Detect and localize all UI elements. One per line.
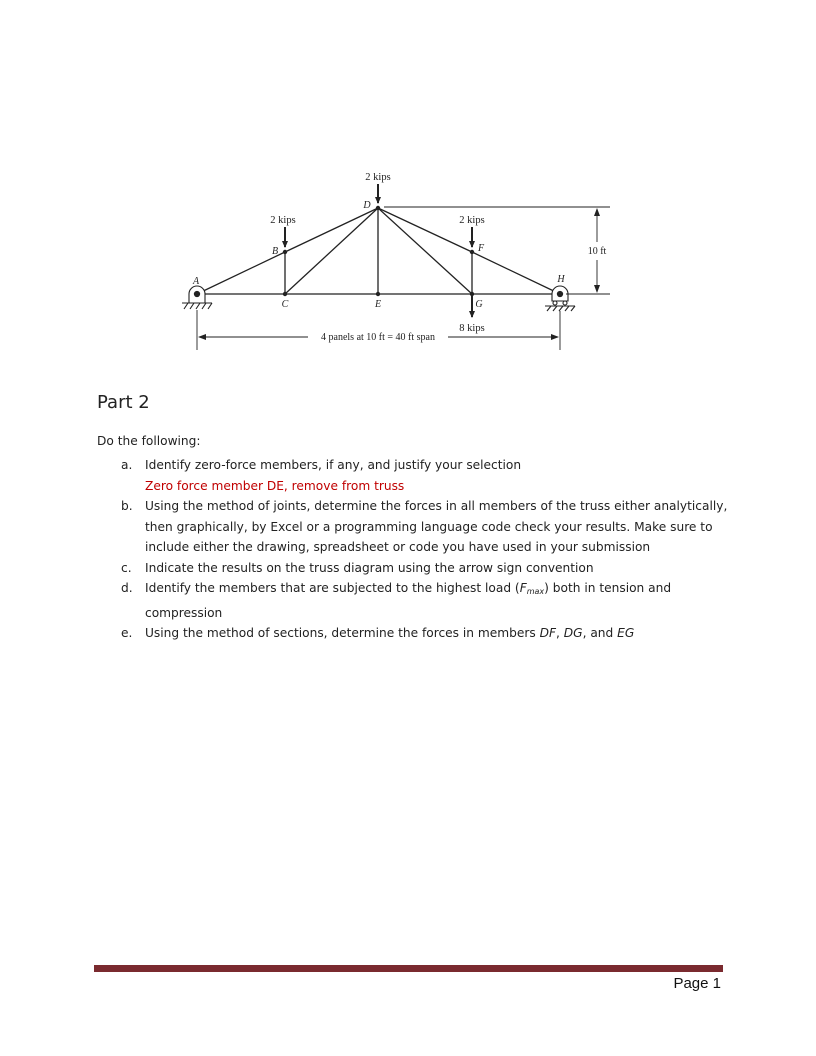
footer-rule (94, 965, 723, 972)
load-label-top: 2 kips (365, 172, 391, 183)
member-BD (285, 208, 378, 252)
joint-label-B: B (271, 246, 279, 257)
joint-label-A: A (192, 276, 200, 287)
joint-C (283, 292, 287, 296)
task-text: Using the method of joints, determine the forces in all members of the truss either analytically, then graphically, by Excel or a programming language code check your results. Make sure to include either the drawing, spreadsheet or code you have used in your submission (145, 499, 728, 554)
joint-label-D: D (363, 200, 371, 211)
fmax-subscript: max (526, 587, 545, 596)
joint-D (376, 206, 380, 210)
member-eg: EG (617, 626, 635, 640)
task-list (97, 455, 737, 644)
task-text: Indicate the results on the truss diagram using the arrow sign convention (145, 560, 594, 575)
joint-label-G: G (475, 299, 483, 310)
member-df: DF (539, 626, 556, 640)
member-AB (197, 252, 285, 294)
span-dimension (197, 310, 560, 350)
fmax-symbol (520, 581, 544, 595)
task-item-b (97, 496, 737, 558)
member-FH (472, 252, 560, 294)
separator: , (555, 626, 564, 640)
roller-support-right-icon (545, 286, 575, 311)
span-label: 4 panels at 10 ft = 40 ft span (321, 332, 435, 343)
joint-G (470, 292, 474, 296)
load-label-bottom: 8 kips (459, 323, 485, 334)
separator: , and (582, 626, 618, 640)
member-dg: DG (563, 626, 583, 640)
answer-note-text: Zero force member DE, remove from truss (145, 478, 405, 493)
part-heading: Part 2 (97, 392, 150, 413)
joint-label-F: F (478, 243, 485, 254)
page-number: Page 1 (673, 975, 721, 992)
task-text: Using the method of sections, determine the forces in members (145, 626, 540, 640)
joint-E (376, 292, 380, 296)
task-item-a (97, 455, 737, 476)
member-DG (378, 208, 472, 294)
load-label-left: 2 kips (270, 215, 296, 226)
task-marker: a. (121, 458, 133, 472)
task-item-c (97, 558, 737, 579)
task-item-e (97, 623, 737, 644)
joint-F (470, 250, 474, 254)
task-marker: b. (121, 499, 133, 513)
joint-label-E: E (374, 299, 382, 310)
member-CD (285, 208, 378, 294)
fmax-f: F (519, 581, 527, 595)
intro-text: Do the following: (97, 434, 201, 448)
task-text-end: ) both in tension and compression (145, 581, 672, 620)
truss-figure (0, 0, 816, 380)
joint-label-C: C (281, 299, 289, 310)
height-dimension (384, 207, 610, 294)
task-text: Identify the members that are subjected to the highest load ( (145, 581, 520, 595)
joint-B (283, 250, 287, 254)
load-label-right: 2 kips (459, 215, 485, 226)
task-marker: d. (121, 581, 133, 595)
task-item-d (97, 578, 737, 623)
joint-label-H: H (557, 274, 565, 285)
height-label: 10 ft (587, 246, 607, 257)
task-marker: c. (121, 560, 132, 575)
task-marker: e. (121, 626, 133, 640)
task-text: Identify zero-force members, if any, and justify your selection (145, 458, 522, 472)
member-DF (378, 208, 472, 252)
answer-note (97, 476, 737, 497)
truss-members (197, 208, 560, 294)
